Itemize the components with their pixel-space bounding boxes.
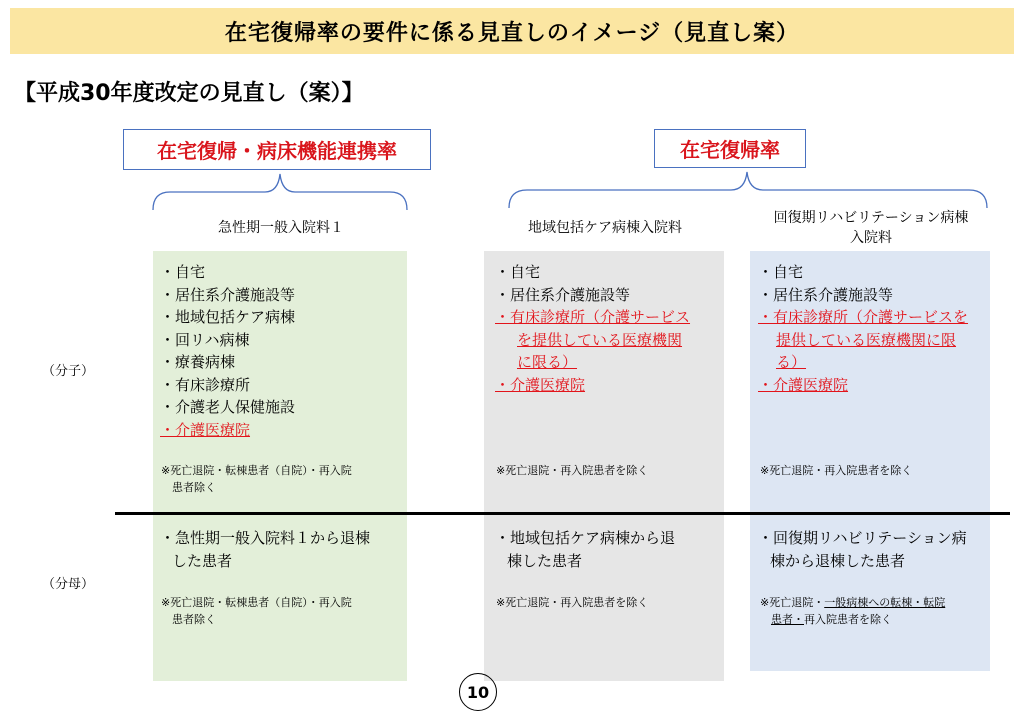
list-item: ・急性期一般入院料１から退棟 [160, 529, 371, 547]
list-item: ・地域包括ケア病棟 [160, 308, 296, 326]
group-label-left-text: 在宅復帰・病床機能連携率 [157, 139, 397, 163]
column-header-community: 地域包括ケア病棟入院料 [528, 220, 682, 236]
list-item: ・回リハ病棟 [160, 330, 250, 349]
list-item: 棟した患者 [507, 551, 583, 570]
rehab-numerator-list [758, 261, 968, 396]
acute-numerator-note [161, 462, 352, 496]
list-item: ・有床診療所 [160, 375, 251, 394]
community-denominator-note: ※死亡退院・再入院患者を除く [496, 596, 649, 609]
note-line: ※死亡退院・転棟患者（自院）・再入院 [161, 464, 352, 477]
list-item-highlight: ・有床診療所（介護サービスを [758, 308, 969, 326]
list-item: ・地域包括ケア病棟から退 [495, 529, 676, 547]
section-heading: 【平成30年度改定の見直し（案）】 [14, 81, 364, 106]
list-item: ・自宅 [758, 263, 804, 281]
rehab-denominator [758, 527, 967, 572]
list-item: した患者 [172, 551, 233, 570]
page-title: 在宅復帰率の要件に係る見直しのイメージ（見直し案） [224, 20, 800, 46]
note-text-underlined: 患者・ [771, 613, 804, 626]
list-item: ・介護老人保健施設 [160, 398, 296, 416]
column-header-rehab [750, 208, 992, 248]
note-text: ※死亡退院・ [760, 596, 825, 609]
list-item-highlight: る） [776, 353, 807, 371]
list-item-highlight: ・介護医療院 [160, 420, 251, 439]
rehab-numerator-note: ※死亡退院・再入院患者を除く [760, 464, 913, 477]
note-line: ※死亡退院・転棟患者（自院）・再入院 [161, 596, 352, 609]
list-item-highlight: ・有床診療所（介護サービス [495, 308, 691, 326]
row-label-denominator: （分母） [42, 577, 95, 592]
numerator-denominator-divider [115, 512, 1010, 515]
acute-numerator-list [160, 261, 295, 441]
group-label-right-text: 在宅復帰率 [680, 138, 780, 162]
list-item: ・療養病棟 [160, 353, 236, 371]
list-item: ・回復期リハビリテーション病 [758, 529, 967, 547]
list-item-highlight: ・介護医療院 [495, 375, 586, 394]
list-item: ・自宅 [160, 263, 206, 281]
community-numerator-note: ※死亡退院・再入院患者を除く [496, 464, 649, 477]
page-number-text: 10 [466, 682, 490, 702]
community-numerator-list [495, 261, 690, 396]
brace-left [150, 170, 412, 214]
note-text-underlined: 一般病棟への転棟・転院 [824, 596, 946, 609]
list-item: 棟から退棟した患者 [770, 551, 906, 570]
note-line: 患者除く [172, 481, 216, 494]
list-item-highlight: 提供している医療機関に限 [776, 330, 957, 349]
list-item: ・居住系介護施設等 [160, 285, 296, 304]
brace-right [505, 168, 995, 212]
column-header-acute: 急性期一般入院料１ [218, 220, 344, 236]
group-label-right [654, 129, 806, 168]
list-item-highlight: ・介護医療院 [758, 375, 849, 394]
note-line: 患者除く [172, 613, 216, 626]
acute-denominator [160, 527, 370, 572]
note-text: 再入院患者を除く [804, 613, 892, 626]
rehab-denominator-note [760, 594, 945, 628]
note-line [760, 611, 945, 628]
group-label-left [123, 129, 431, 170]
list-item: ・自宅 [495, 263, 541, 281]
column-header-rehab-line2: 入院料 [850, 230, 892, 246]
list-item: ・居住系介護施設等 [758, 285, 894, 304]
list-item-highlight: を提供している医療機関 [517, 330, 683, 349]
list-item: ・居住系介護施設等 [495, 285, 631, 304]
page-number [459, 673, 497, 711]
community-denominator [495, 527, 675, 572]
list-item-highlight: に限る） [517, 353, 578, 371]
note-line [760, 594, 945, 611]
page-title-bar [10, 8, 1014, 54]
row-label-numerator: （分子） [42, 364, 95, 379]
column-header-rehab-line1: 回復期リハビリテーション病棟 [773, 210, 969, 226]
acute-denominator-note [161, 594, 352, 628]
